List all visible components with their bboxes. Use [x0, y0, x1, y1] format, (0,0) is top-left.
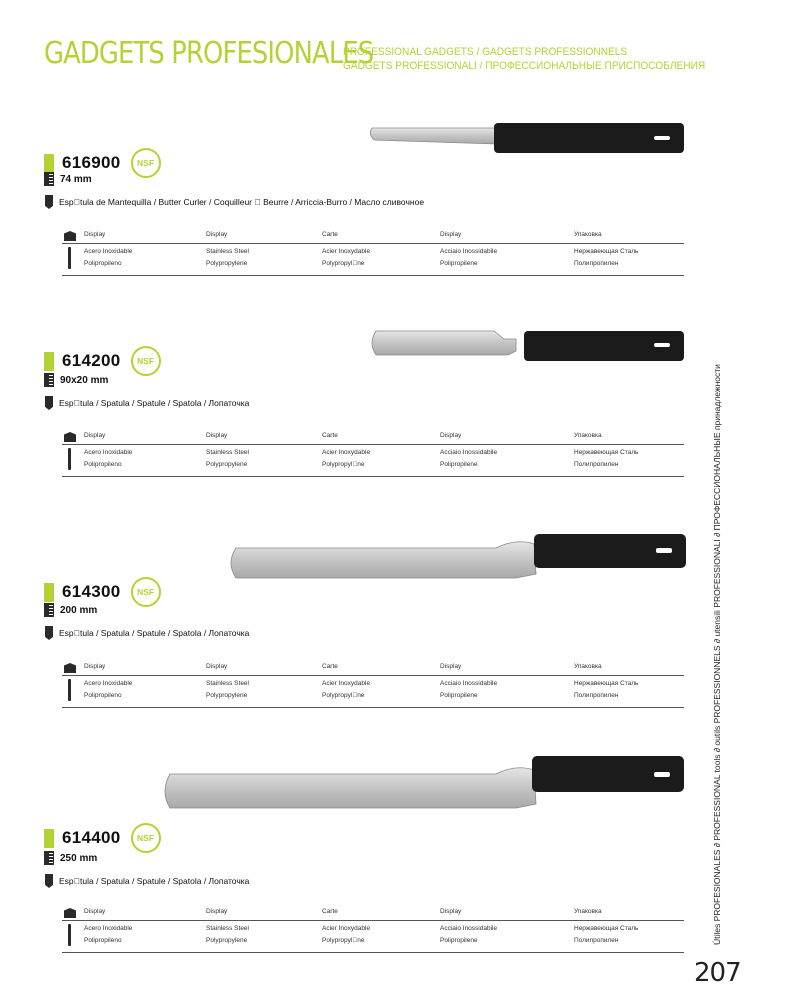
- spatula-614300-image: [226, 528, 688, 592]
- accent-bar: [44, 583, 54, 602]
- product-description: Esp tula / Spatula / Spatule / Spatola / Лопаточка: [59, 398, 250, 408]
- table-cell: Polipropileno: [84, 260, 122, 267]
- ruler-icon: [44, 373, 54, 387]
- table-cell: Полипропилен: [574, 461, 619, 468]
- product-code: 616900: [62, 153, 121, 172]
- table-cell: Display: [440, 908, 462, 915]
- material-row: [62, 459, 684, 471]
- table-cell: Acier Inoxydable: [322, 925, 371, 932]
- table-cell: Acciaio Inossidabile: [440, 925, 498, 932]
- table-cell: Polipropilene: [440, 692, 478, 699]
- table-cell: Acier Inoxydable: [322, 248, 371, 255]
- packaging-row: [62, 430, 684, 442]
- table-cell: Stainless Steel: [206, 449, 249, 456]
- table-divider: [62, 952, 684, 953]
- table-cell: Display: [206, 432, 228, 439]
- page-title: GADGETS PROFESIONALES: [44, 36, 374, 71]
- table-cell: Упаковка: [574, 908, 602, 915]
- table-cell: Display: [440, 432, 462, 439]
- accent-bar: [44, 352, 54, 371]
- material-row: [62, 246, 684, 258]
- pencil-icon: [45, 195, 53, 209]
- table-cell: Carte: [322, 908, 338, 915]
- page-subtitle: [343, 45, 705, 73]
- table-cell: Polypropyl ne: [322, 937, 365, 944]
- product-description-row: [44, 626, 249, 640]
- product-description-row: [44, 874, 249, 888]
- table-cell: Polipropileno: [84, 937, 122, 944]
- table-cell: Carte: [322, 231, 338, 238]
- product-description-row: [44, 396, 249, 410]
- table-cell: Polipropilene: [440, 937, 478, 944]
- packaging-row: [62, 906, 684, 918]
- pencil-icon: [45, 874, 53, 888]
- table-divider: [62, 707, 684, 708]
- ruler-icon: [44, 603, 54, 617]
- table-cell: Нержавеющая Сталь: [574, 248, 639, 255]
- subtitle-line-1: PROFESSIONAL GADGETS / GADGETS PROFESSIONNELS: [343, 46, 628, 58]
- table-cell: Display: [84, 231, 106, 238]
- product-size-row: [44, 373, 108, 387]
- table-cell: Display: [84, 432, 106, 439]
- table-cell: Acero Inoxidable: [84, 925, 133, 932]
- table-cell: Polipropilene: [440, 461, 478, 468]
- product-code: 614200: [62, 351, 121, 370]
- subtitle-line-2: GADGETS PROFESSIONALI / ПРОФЕССИОНАЛЬНЫЕ ПРИСПОСОБЛЕНИЯ: [343, 60, 706, 72]
- table-cell: Acier Inoxydable: [322, 680, 371, 687]
- accent-bar: [44, 154, 54, 173]
- table-cell: Stainless Steel: [206, 248, 249, 255]
- table-cell: Polipropilene: [440, 260, 478, 267]
- spatula-614200-image: [368, 325, 686, 367]
- product-size: 90x20 mm: [60, 374, 109, 386]
- table-cell: Нержавеющая Сталь: [574, 925, 639, 932]
- table-divider: [62, 275, 684, 276]
- material-row: [62, 935, 684, 947]
- table-cell: Полипропилен: [574, 260, 619, 267]
- table-cell: Polypropylene: [206, 937, 248, 944]
- table-cell: Нержавеющая Сталь: [574, 680, 639, 687]
- material-row: [62, 678, 684, 690]
- table-cell: Нержавеющая Сталь: [574, 449, 639, 456]
- product-size-row: [44, 851, 97, 865]
- table-divider: [62, 444, 684, 445]
- table-cell: Acero Inoxidable: [84, 680, 133, 687]
- table-cell: Acero Inoxidable: [84, 449, 133, 456]
- packaging-row: [62, 229, 684, 241]
- table-cell: Carte: [322, 432, 338, 439]
- table-divider: [62, 920, 684, 921]
- table-divider: [62, 675, 684, 676]
- table-cell: Полипропилен: [574, 937, 619, 944]
- product-description: Esp tula / Spatula / Spatule / Spatola / Лопаточка: [59, 628, 250, 638]
- product-code-row: [44, 823, 161, 853]
- table-cell: Acciaio Inossidabile: [440, 680, 498, 687]
- product-size-row: [44, 172, 92, 186]
- table-cell: Acciaio Inossidabile: [440, 248, 498, 255]
- table-cell: Polipropileno: [84, 461, 122, 468]
- table-cell: Stainless Steel: [206, 680, 249, 687]
- product-size-row: [44, 603, 97, 617]
- product-code: 614400: [62, 828, 121, 847]
- table-cell: Display: [440, 663, 462, 670]
- table-cell: Acier Inoxydable: [322, 449, 371, 456]
- table-cell: Display: [206, 231, 228, 238]
- nsf-badge: NSF: [131, 148, 161, 178]
- table-cell: Polipropileno: [84, 692, 122, 699]
- table-divider: [62, 243, 684, 244]
- table-cell: Display: [206, 908, 228, 915]
- nsf-badge: NSF: [131, 823, 161, 853]
- page-number: 207: [694, 958, 741, 988]
- table-cell: Упаковка: [574, 663, 602, 670]
- spatula-614400-image: [160, 752, 686, 822]
- material-row: [62, 690, 684, 702]
- accent-bar: [44, 829, 54, 848]
- table-cell: Display: [440, 231, 462, 238]
- ruler-icon: [44, 172, 54, 186]
- product-size: 200 mm: [60, 604, 98, 616]
- butter-curler-image: [368, 118, 686, 160]
- product-code-row: [44, 346, 161, 376]
- product-size: 74 mm: [60, 173, 92, 185]
- ruler-icon: [44, 851, 54, 865]
- product-description: Esp tula / Spatula / Spatule / Spatola / Лопаточка: [59, 876, 250, 886]
- nsf-badge: NSF: [131, 346, 161, 376]
- table-cell: Display: [84, 908, 106, 915]
- table-cell: Carte: [322, 663, 338, 670]
- product-code: 614300: [62, 582, 121, 601]
- material-row: [62, 258, 684, 270]
- material-row: [62, 923, 684, 935]
- table-divider: [62, 476, 684, 477]
- table-cell: Acciaio Inossidabile: [440, 449, 498, 456]
- table-cell: Acero Inoxidable: [84, 248, 133, 255]
- table-cell: Stainless Steel: [206, 925, 249, 932]
- pencil-icon: [45, 396, 53, 410]
- table-cell: Polypropyl ne: [322, 260, 365, 267]
- table-cell: Polypropyl ne: [322, 692, 365, 699]
- table-cell: Упаковка: [574, 432, 602, 439]
- table-cell: Polypropylene: [206, 692, 248, 699]
- table-cell: Полипропилен: [574, 692, 619, 699]
- nsf-badge: NSF: [131, 577, 161, 607]
- material-row: [62, 447, 684, 459]
- table-cell: Polypropylene: [206, 260, 248, 267]
- side-category-text: Útiles PROFESIONALES ∂ PROFESSIONAL tools ∂ outils PROFESSIONNELS ∂ utensili PROFESSIONALI ∂ ПРОФЕССИОНАЛЬНЫЕ принадлежности: [712, 364, 722, 945]
- packaging-row: [62, 661, 684, 673]
- table-cell: Display: [206, 663, 228, 670]
- table-cell: Упаковка: [574, 231, 602, 238]
- product-description: Esp tula de Mantequilla / Butter Curler / Coquilleur   Beurre / Arriccia-Burro / Масло сливочное: [59, 197, 425, 207]
- product-description-row: [44, 195, 424, 209]
- pencil-icon: [45, 626, 53, 640]
- table-cell: Polypropyl ne: [322, 461, 365, 468]
- product-size: 250 mm: [60, 852, 98, 864]
- table-cell: Polypropylene: [206, 461, 248, 468]
- table-cell: Display: [84, 663, 106, 670]
